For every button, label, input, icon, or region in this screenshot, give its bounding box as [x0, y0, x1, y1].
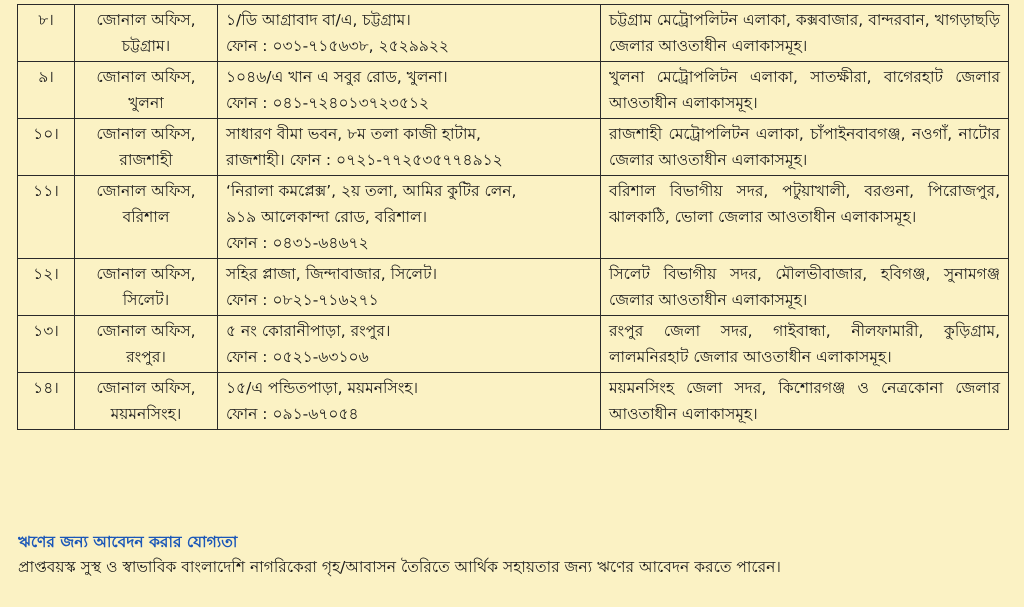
row-number: ৯।	[18, 62, 75, 119]
zonal-office-table	[17, 4, 1009, 430]
table-row	[18, 119, 1009, 176]
office-address-cell	[218, 119, 601, 176]
jurisdiction-area-cell: রাজশাহী মেট্রোপলিটন এলাকা, চাঁপাইনবাবগঞ্জ, নওগাঁ, নাটোর জেলার আওতাধীন এলাকাসমূহ।	[601, 119, 1009, 176]
address-line: ফোন : ০৫২১-৬৩১০৬	[226, 348, 369, 366]
office-name-line: বরিশাল	[122, 208, 170, 226]
jurisdiction-area-cell: সিলেট বিভাগীয় সদর, মৌলভীবাজার, হবিগঞ্জ, সুনামগঞ্জ জেলার আওতাধীন এলাকাসমূহ।	[601, 259, 1009, 316]
office-name-line: জোনাল অফিস,	[96, 322, 196, 340]
office-name-line: জোনাল অফিস,	[96, 125, 196, 143]
office-name-line: ময়মনসিংহ।	[110, 405, 182, 423]
office-address-cell	[218, 316, 601, 373]
office-table-body	[18, 5, 1009, 430]
office-name-line: জোনাল অফিস,	[96, 11, 196, 29]
address-line: ফোন : ০৮২১-৭১৬২৭১	[226, 291, 379, 309]
address-line: ফোন : ০৪৩১-৬৪৬৭২	[226, 234, 369, 252]
address-line: সাধারণ বীমা ভবন, ৮ম তলা কাজী হাটাম,	[226, 125, 481, 143]
address-line: সহির প্লাজা, জিন্দাবাজার, সিলেট।	[226, 265, 438, 283]
table-row	[18, 316, 1009, 373]
row-number: ১৪।	[18, 373, 75, 430]
office-name-line: রংপুর।	[126, 348, 166, 366]
row-number: ১২।	[18, 259, 75, 316]
table-row	[18, 62, 1009, 119]
office-name-line: রাজশাহী	[119, 151, 173, 169]
office-address-cell	[218, 373, 601, 430]
address-line: রাজশাহী। ফোন : ০৭২১-৭৭২৫৩৫৭৭৪৯১২	[226, 151, 503, 169]
address-line: ফোন : ০৯১-৬৭০৫৪	[226, 405, 359, 423]
row-number: ১৩।	[18, 316, 75, 373]
jurisdiction-area-cell: ময়মনসিংহ জেলা সদর, কিশোরগঞ্জ ও নেত্রকোনা জেলার আওতাধীন এলাকাসমূহ।	[601, 373, 1009, 430]
office-name-line: জোনাল অফিস,	[96, 68, 196, 86]
office-name-cell	[75, 259, 218, 316]
address-line: ‘নিরালা কমপ্লেক্স’, ২য় তলা, আমির কুটির লেন,	[226, 182, 517, 200]
address-line: ফোন : ০৩১-৭১৫৬৩৮, ২৫২৯৯২২	[226, 37, 449, 55]
eligibility-heading: ঋণের জন্য আবেদন করার যোগ্যতা	[18, 533, 238, 551]
table-row	[18, 259, 1009, 316]
eligibility-text: প্রাপ্তবয়স্ক সুস্থ ও স্বাভাবিক বাংলাদেশি নাগরিকেরা গৃহ/আবাসন তৈরিতে আর্থিক সহায়তার জন্য ঋণের আবেদন করতে পারেন।	[18, 558, 781, 576]
table-row	[18, 176, 1009, 259]
office-name-cell	[75, 176, 218, 259]
office-address-cell	[218, 5, 601, 62]
office-name-line: জোনাল অফিস,	[96, 379, 196, 397]
eligibility-section	[18, 530, 1008, 580]
address-line: ফোন : ০৪১-৭২৪০১৩৭২৩৫১২	[226, 94, 430, 112]
office-name-line: চট্টগ্রাম।	[121, 37, 171, 55]
office-name-cell	[75, 62, 218, 119]
row-number: ১০।	[18, 119, 75, 176]
jurisdiction-area-cell: রংপুর জেলা সদর, গাইবান্ধা, নীলফামারী, কুড়িগ্রাম, লালমনিরহাট জেলার আওতাধীন এলাকাসমূহ।	[601, 316, 1009, 373]
table-row	[18, 5, 1009, 62]
office-address-cell	[218, 176, 601, 259]
row-number: ৮।	[18, 5, 75, 62]
office-name-cell	[75, 316, 218, 373]
office-name-line: সিলেট।	[122, 291, 170, 309]
address-line: ১৫/এ পন্ডিতপাড়া, ময়মনসিংহ।	[226, 379, 419, 397]
office-name-cell	[75, 119, 218, 176]
office-address-cell	[218, 62, 601, 119]
jurisdiction-area-cell: চট্টগ্রাম মেট্রোপলিটন এলাকা, কক্সবাজার, বান্দরবান, খাগড়াছড়ি জেলার আওতাধীন এলাকাসমূহ।	[601, 5, 1009, 62]
office-address-cell	[218, 259, 601, 316]
office-name-line: জোনাল অফিস,	[96, 182, 196, 200]
office-name-line: জোনাল অফিস,	[96, 265, 196, 283]
office-name-cell	[75, 373, 218, 430]
address-line: ১০৪৬/এ খান এ সবুর রোড, খুলনা।	[226, 68, 448, 86]
table-row	[18, 373, 1009, 430]
address-line: ১/ডি আগ্রাবাদ বা/এ, চট্টগ্রাম।	[226, 11, 411, 29]
address-line: ৯১৯ আলেকান্দা রোড, বরিশাল।	[226, 208, 428, 226]
office-name-line: খুলনা	[128, 94, 164, 112]
jurisdiction-area-cell: বরিশাল বিভাগীয় সদর, পটুয়াখালী, বরগুনা, পিরোজপুর, ঝালকাঠি, ভোলা জেলার আওতাধীন এলাকাসমূহ।	[601, 176, 1009, 259]
jurisdiction-area-cell: খুলনা মেট্রোপলিটন এলাকা, সাতক্ষীরা, বাগেরহাট জেলার আওতাধীন এলাকাসমূহ।	[601, 62, 1009, 119]
address-line: ৫ নং কোরানীপাড়া, রংপুর।	[226, 322, 391, 340]
office-name-cell	[75, 5, 218, 62]
row-number: ১১।	[18, 176, 75, 259]
